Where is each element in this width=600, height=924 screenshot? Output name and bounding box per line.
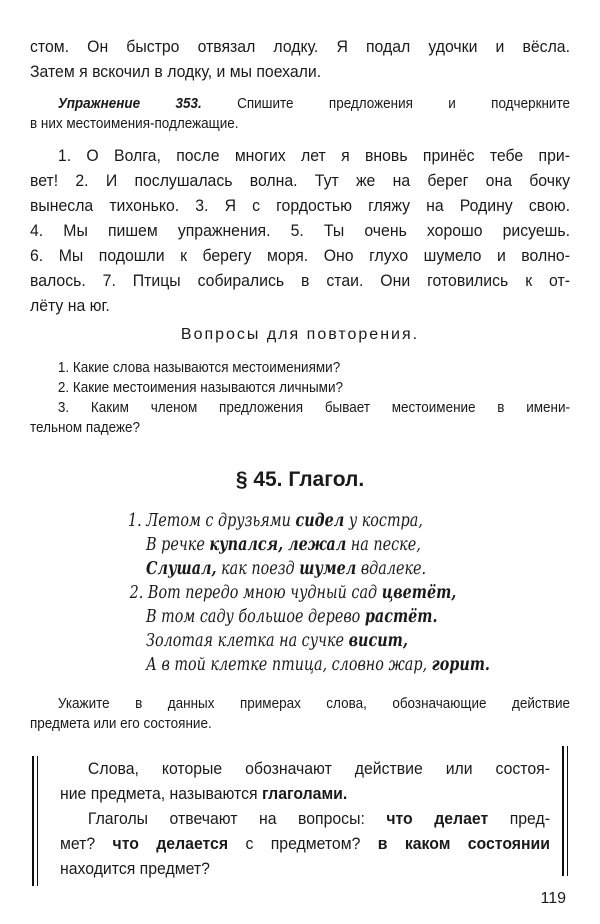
text-line: [128, 533, 490, 557]
text-line: [128, 509, 490, 533]
text-line: [30, 193, 570, 218]
bold-term: в каком состоянии: [377, 834, 550, 853]
text-segment: в них местоимения-подлежащие.: [30, 116, 239, 132]
bold-term: цветёт,: [381, 583, 457, 603]
bold-term: шумел: [299, 559, 357, 579]
text-line: [60, 831, 550, 856]
text-line: [30, 293, 570, 318]
text-segment: вет! 2. И послушалась волна. Тут же на берег она бочку: [30, 171, 570, 190]
text-line: [60, 756, 550, 781]
text-segment: В речке: [146, 535, 210, 555]
bold-term: что делает: [386, 809, 489, 828]
review-questions-list: [30, 358, 600, 438]
text-line: [60, 781, 550, 806]
text-segment: Затем я вскочил в лодку, и мы поехали.: [30, 62, 322, 81]
text-segment: Укажите в данных примерах слова, обозначающие действие: [57, 696, 570, 712]
text-line: [30, 114, 570, 134]
text-segment: пред-: [488, 809, 550, 828]
text-line: [60, 856, 550, 881]
text-line: [30, 168, 570, 193]
text-segment: 1. Летом с друзьями: [128, 511, 296, 531]
text-line: [60, 806, 550, 831]
text-line: [30, 358, 570, 378]
bold-term: растёт.: [364, 607, 438, 627]
poem-examples: [128, 509, 569, 677]
text-line: [30, 218, 570, 243]
text-line: [128, 557, 490, 581]
text-line: [30, 378, 570, 398]
text-segment: вынесла тихонько. 3. Я с гордостью гляжу на Родину свою.: [30, 196, 570, 215]
text-segment: тельном падеже?: [30, 420, 140, 436]
bold-term: глаголами.: [261, 784, 348, 803]
bold-term: Упражнение 353.: [57, 96, 202, 112]
text-segment: лёту на юг.: [30, 296, 110, 315]
text-line: [30, 94, 570, 114]
text-line: [128, 653, 490, 677]
task-instruction: [30, 694, 600, 734]
text-segment: как поезд: [216, 559, 300, 579]
text-segment: Глаголы отвечают на вопросы:: [87, 809, 387, 828]
intro-paragraph: [30, 34, 600, 84]
rule-box-left-border: [32, 756, 38, 886]
text-line: [30, 418, 570, 438]
text-segment: 3. Каким членом предложения бывает местоимение в имени-: [57, 400, 570, 416]
text-line: [30, 34, 570, 59]
text-segment: Слова, которые обозначают действие или состоя-: [87, 759, 550, 778]
text-line: [30, 59, 570, 84]
text-line: [128, 605, 490, 629]
rule-definition: [60, 756, 587, 881]
text-line: [128, 629, 490, 653]
text-segment: 1. О Волга, после многих лет я вновь принёс тебе при-: [57, 146, 570, 165]
exercise-353-task: [30, 94, 600, 134]
bold-term: сидел: [295, 511, 345, 531]
text-segment: стом. Он быстро отвязал лодку. Я подал удочки и вёсла.: [30, 37, 570, 56]
bold-term: что делается: [112, 834, 229, 853]
text-line: [30, 243, 570, 268]
text-segment: ние предмета, называются: [60, 784, 262, 803]
page-number: 119: [540, 890, 566, 907]
text-segment: В том саду большое дерево: [146, 607, 365, 627]
text-segment: мет?: [60, 834, 113, 853]
bold-term: горит.: [431, 655, 490, 675]
text-segment: Спишите предложения и подчеркните: [201, 96, 570, 112]
text-line: [30, 398, 570, 418]
text-segment: находится предмет?: [60, 859, 210, 878]
text-segment: 6. Мы подошли к берегу моря. Оно глухо шумело и волно-: [30, 246, 570, 265]
text-line: [30, 268, 570, 293]
text-line: [128, 581, 490, 605]
review-questions-title: Вопросы для повторения.: [180, 326, 420, 343]
text-segment: 1. Какие слова называются местоимениями?: [57, 360, 341, 376]
text-segment: предмета или его состояние.: [30, 716, 212, 732]
text-segment: валось. 7. Птицы собирались в стаи. Они готовились к от-: [30, 271, 570, 290]
text-line: [30, 694, 570, 714]
text-segment: на песке,: [346, 535, 421, 555]
text-segment: Золотая клетка на сучке: [146, 631, 349, 651]
section-title: § 45. Глагол.: [235, 468, 365, 491]
text-segment: А в той клетке птица, словно жар,: [146, 655, 432, 675]
text-line: [30, 714, 570, 734]
text-segment: 4. Мы пишем упражнения. 5. Ты очень хорошо рисуешь.: [30, 221, 570, 240]
bold-term: Слушал,: [146, 559, 217, 579]
exercise-353-text: [30, 143, 600, 318]
bold-term: висит,: [348, 631, 408, 651]
text-segment: вдалеке.: [356, 559, 427, 579]
text-segment: 2. Вот передо мною чудный сад: [129, 583, 382, 603]
text-segment: 2. Какие местоимения называются личными?: [57, 380, 343, 396]
text-line: [30, 143, 570, 168]
bold-term: купался, лежал: [209, 535, 347, 555]
text-segment: у костра,: [344, 511, 423, 531]
text-segment: с предметом?: [228, 834, 378, 853]
